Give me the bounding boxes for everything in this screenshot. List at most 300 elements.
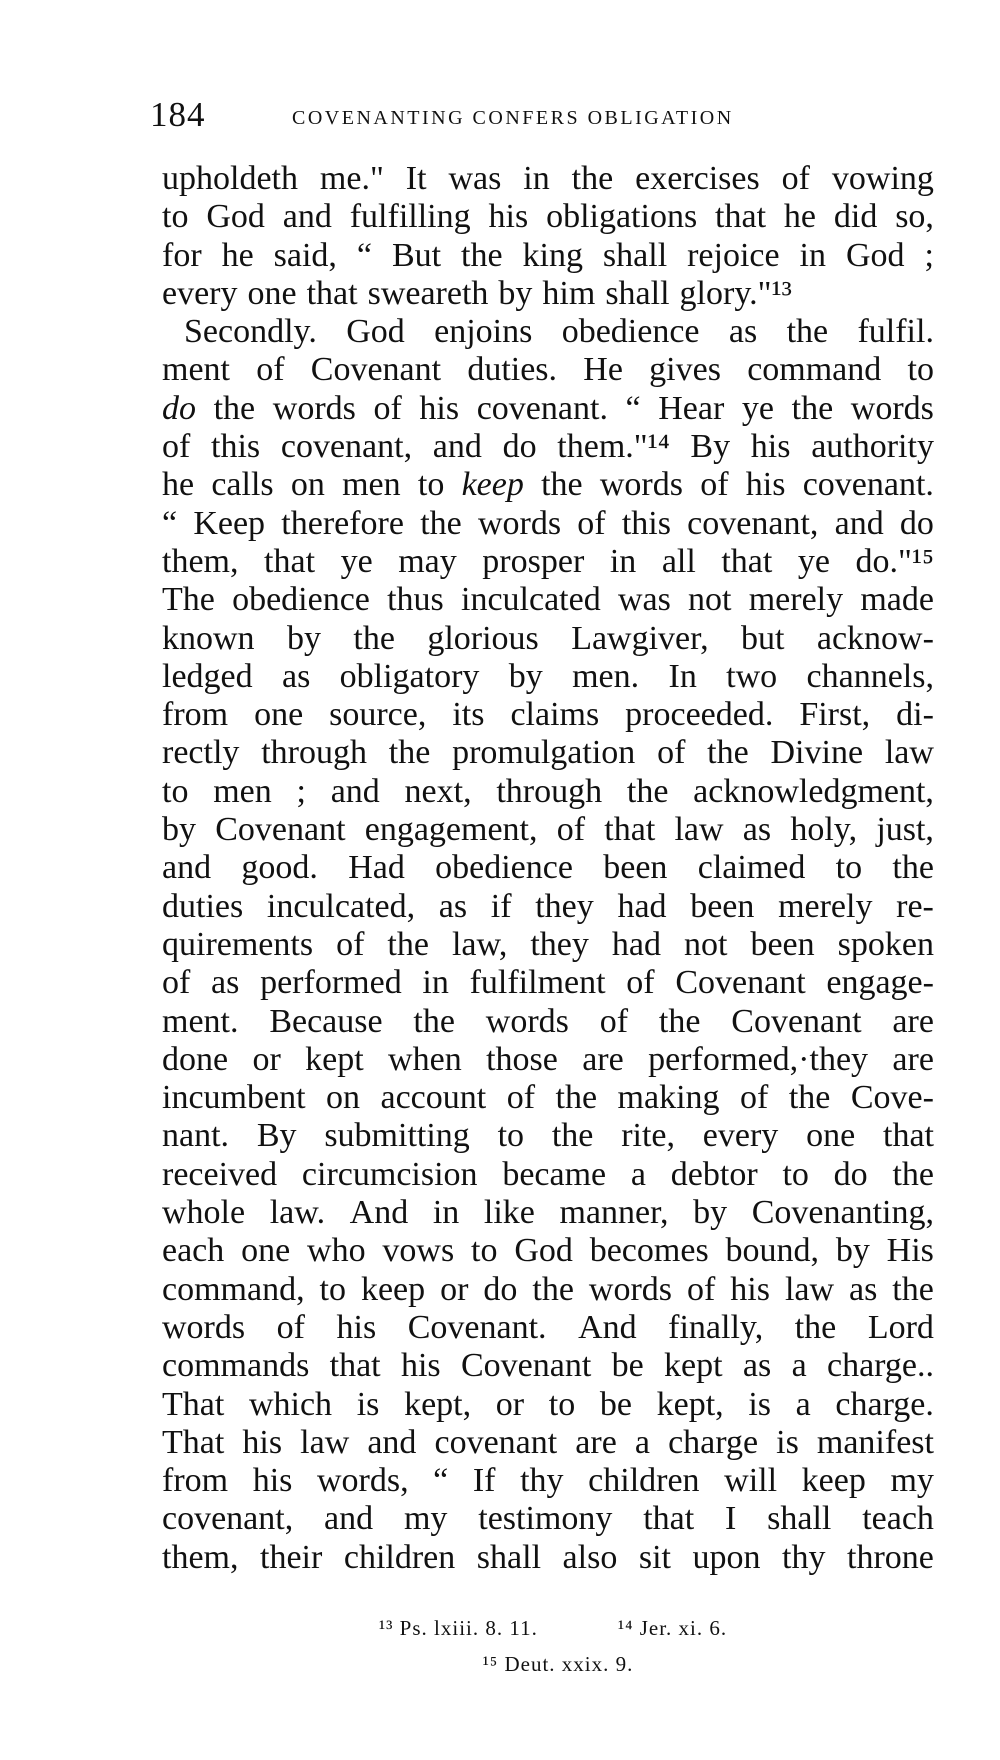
- body-text: [162, 160, 934, 1577]
- word: glorious: [427, 619, 539, 657]
- word: his: [242, 1423, 283, 1461]
- word: of: [740, 1079, 769, 1117]
- word: by: [508, 657, 543, 695]
- word: been: [750, 925, 815, 963]
- text-line: [162, 658, 934, 696]
- word: his: [745, 466, 786, 504]
- word: this: [621, 504, 671, 542]
- word: incumbent: [162, 1079, 306, 1117]
- word: di-: [896, 696, 934, 734]
- word: kept: [664, 1347, 723, 1385]
- text-line: [162, 1539, 934, 1577]
- word: And: [578, 1308, 637, 1346]
- word: of: [506, 1079, 536, 1117]
- word: in: [523, 160, 550, 197]
- word: and: [367, 1423, 417, 1461]
- text-line: [162, 390, 934, 428]
- word: thy: [782, 1538, 826, 1576]
- word: him: [542, 274, 596, 312]
- word: account: [380, 1079, 487, 1117]
- text-line: [162, 1271, 934, 1309]
- word: words: [850, 389, 934, 427]
- text-line: [162, 696, 934, 734]
- word: those: [486, 1040, 558, 1078]
- word: covenant.: [476, 389, 608, 427]
- word: debtor: [670, 1155, 758, 1193]
- word: to: [162, 198, 189, 236]
- word: as: [211, 964, 240, 1002]
- word: enjoins: [434, 313, 533, 351]
- word: covenant.: [802, 466, 934, 504]
- word: through: [496, 772, 603, 810]
- word: If: [472, 1462, 496, 1500]
- word: will: [724, 1462, 778, 1500]
- word: words: [588, 1270, 673, 1308]
- word: and: [282, 198, 332, 236]
- word: Covenant: [310, 351, 442, 389]
- word: but: [741, 619, 785, 657]
- word: are: [892, 1040, 934, 1078]
- word: their: [260, 1538, 323, 1576]
- word: obedience: [232, 581, 370, 619]
- word: obedience: [435, 849, 573, 887]
- word: them,: [162, 1538, 239, 1576]
- word: of: [700, 466, 729, 504]
- word: said,: [273, 236, 337, 274]
- word: shall: [605, 274, 670, 312]
- word: of: [577, 504, 606, 542]
- word: channels,: [806, 657, 934, 695]
- word: vows: [382, 1232, 455, 1270]
- word: as: [742, 1347, 772, 1385]
- word: who: [307, 1232, 366, 1270]
- word: becomes: [589, 1232, 709, 1270]
- word: every: [702, 1117, 779, 1155]
- text-line: [162, 160, 934, 198]
- word: them,: [162, 542, 239, 580]
- word: on: [290, 466, 325, 504]
- word: law: [884, 734, 934, 772]
- word: not: [683, 925, 728, 963]
- word: he: [162, 466, 195, 504]
- word: the: [420, 504, 462, 542]
- word: like: [483, 1194, 535, 1232]
- word: law: [784, 1270, 835, 1308]
- word: calls: [211, 466, 274, 504]
- word: Covenant: [675, 964, 806, 1002]
- word: for: [162, 236, 202, 274]
- word: may: [398, 542, 457, 580]
- word: the: [794, 1308, 837, 1346]
- word: finally,: [668, 1308, 764, 1346]
- word: the: [707, 734, 749, 772]
- word: rite,: [621, 1117, 675, 1155]
- word: of: [626, 964, 655, 1002]
- word: do."¹⁵: [855, 542, 934, 580]
- word: That: [162, 1385, 225, 1423]
- footnote-row: [162, 1646, 934, 1682]
- word: as: [728, 313, 758, 351]
- text-line: [162, 505, 934, 543]
- word: do: [833, 1155, 868, 1193]
- word: obligatory: [339, 657, 480, 695]
- word: a: [795, 1385, 811, 1423]
- word: of: [781, 160, 810, 197]
- word: sit: [638, 1538, 671, 1576]
- word: manifest: [816, 1423, 934, 1461]
- word: By: [256, 1117, 297, 1155]
- word: of: [276, 1308, 305, 1346]
- word: his: [750, 428, 791, 466]
- word: the: [571, 160, 614, 197]
- word: duties.: [467, 351, 558, 389]
- word: and: [324, 1500, 374, 1538]
- word: ;: [924, 236, 934, 274]
- word: ye: [797, 542, 830, 580]
- word: that: [306, 274, 358, 312]
- word: the: [788, 1079, 831, 1117]
- word: words,: [316, 1462, 409, 1500]
- word: received: [162, 1155, 278, 1193]
- word: are: [892, 1002, 934, 1040]
- word: fulfilling: [349, 198, 471, 236]
- word: God: [206, 198, 265, 236]
- word: making: [617, 1079, 720, 1117]
- word: of: [599, 1002, 629, 1040]
- word: throne: [847, 1538, 934, 1576]
- word: his: [400, 1347, 441, 1385]
- word: proceeded.: [625, 696, 774, 734]
- word: to: [907, 351, 934, 389]
- word: by: [835, 1232, 870, 1270]
- word: ment: [162, 351, 230, 389]
- word: to: [835, 849, 863, 887]
- word: Covenanting,: [751, 1194, 934, 1232]
- word: the: [791, 389, 834, 427]
- word: the: [892, 849, 934, 887]
- word: men: [342, 466, 401, 504]
- word: ;: [296, 772, 306, 810]
- word: been: [603, 849, 668, 887]
- word: Had: [348, 849, 405, 887]
- word: of: [657, 734, 686, 772]
- text-line: [162, 849, 934, 887]
- word: one: [806, 1117, 856, 1155]
- word: by: [162, 811, 196, 849]
- running-title: COVENANTING CONFERS OBLIGATION: [292, 107, 734, 129]
- word: and: [834, 504, 884, 542]
- word: to: [497, 1117, 525, 1155]
- word: promulgation: [452, 734, 636, 772]
- word: law,: [451, 925, 508, 963]
- word: I: [725, 1500, 737, 1538]
- word: performed: [260, 964, 402, 1002]
- word: bound,: [725, 1232, 819, 1270]
- word: the: [353, 619, 395, 657]
- word: and: [330, 772, 380, 810]
- word: prosper: [482, 542, 585, 580]
- word: keep: [801, 1462, 866, 1500]
- word: and: [162, 849, 212, 887]
- word: In: [668, 657, 697, 695]
- word: ye: [340, 542, 373, 580]
- footnote-14: ¹⁴ Jer. xi. 6.: [617, 1616, 728, 1640]
- word: the: [387, 925, 429, 963]
- word: by: [498, 274, 533, 312]
- word: do: [483, 1270, 518, 1308]
- word: It: [405, 160, 427, 197]
- text-line: [162, 964, 934, 1002]
- word: kept: [305, 1040, 364, 1078]
- word: the: [786, 313, 829, 351]
- word: when: [388, 1040, 462, 1078]
- word: been: [690, 887, 755, 925]
- word: in: [609, 542, 637, 580]
- word: covenant,: [280, 428, 413, 466]
- word: God: [845, 236, 905, 274]
- word: if: [490, 887, 512, 925]
- text-line: [162, 1347, 934, 1385]
- word: the: [532, 1270, 574, 1308]
- word: known: [162, 619, 255, 657]
- word: words: [272, 389, 356, 427]
- word: “: [625, 389, 641, 427]
- word: from: [162, 696, 229, 734]
- word: to: [319, 1270, 346, 1308]
- word: my: [403, 1500, 448, 1538]
- word: command: [747, 351, 882, 389]
- text-line: [162, 581, 934, 619]
- word: the: [892, 1155, 934, 1193]
- text-line: [162, 237, 934, 275]
- word: law.: [269, 1194, 326, 1232]
- word: law: [300, 1423, 350, 1461]
- word: commands: [162, 1347, 310, 1385]
- word: me.": [319, 160, 384, 197]
- word: on: [326, 1079, 361, 1117]
- word: Covenant: [731, 1002, 862, 1040]
- word: rejoice: [687, 236, 780, 274]
- word: in: [799, 236, 826, 274]
- word: as: [281, 657, 311, 695]
- word: merely: [748, 581, 844, 619]
- word: But: [391, 236, 442, 274]
- word: do: [899, 504, 934, 542]
- word: words: [485, 1002, 569, 1040]
- word: thy: [520, 1462, 564, 1500]
- text-line: [162, 811, 934, 849]
- word: his: [336, 1308, 377, 1346]
- word: the: [541, 466, 583, 504]
- text-line: [162, 773, 934, 811]
- word: therefore: [281, 504, 404, 542]
- word: re-: [896, 887, 934, 925]
- word: upon: [692, 1538, 761, 1576]
- word: a: [791, 1347, 807, 1385]
- word: the: [555, 1079, 598, 1117]
- word: his: [730, 1270, 770, 1308]
- word: Covenant.: [407, 1308, 547, 1346]
- word: children: [588, 1462, 700, 1500]
- text-line: [162, 313, 934, 351]
- word: as: [742, 811, 772, 849]
- word: one: [254, 696, 304, 734]
- word: manner,: [559, 1194, 669, 1232]
- word: holy,: [790, 811, 858, 849]
- word: as: [438, 887, 468, 925]
- footnote-13: ¹³ Ps. lxiii. 8. 11.: [378, 1616, 538, 1640]
- word: teach: [862, 1500, 934, 1538]
- word: of: [256, 351, 285, 389]
- word: fulfil.: [857, 313, 934, 351]
- text-line: [162, 1309, 934, 1347]
- text-line: [162, 466, 934, 504]
- word: Covenant: [215, 811, 346, 849]
- word: upholdeth: [162, 160, 298, 197]
- word: they: [530, 925, 589, 963]
- word: not: [688, 581, 732, 619]
- word: merely: [778, 887, 873, 925]
- word: quirements: [162, 925, 314, 963]
- word: by: [286, 619, 321, 657]
- word: whole: [162, 1194, 246, 1232]
- text-line: [162, 1117, 934, 1155]
- word: as: [849, 1270, 878, 1308]
- word: claims: [510, 696, 600, 734]
- word: to: [417, 466, 445, 504]
- word: charge: [668, 1423, 759, 1461]
- word: keep: [360, 1270, 426, 1308]
- text-line: [162, 1500, 934, 1538]
- word: his: [419, 389, 460, 427]
- word: had: [617, 887, 667, 925]
- text-line: [162, 1003, 934, 1041]
- text-line: [162, 1462, 934, 1500]
- text-line: [162, 1194, 934, 1232]
- word: children: [343, 1538, 456, 1576]
- word: law: [674, 811, 724, 849]
- text-line: [162, 1041, 934, 1079]
- word: the: [461, 236, 503, 274]
- word: is: [356, 1385, 380, 1423]
- word: obedience: [561, 313, 700, 351]
- word: that: [329, 1347, 381, 1385]
- word: which: [248, 1385, 333, 1423]
- word: command,: [162, 1270, 305, 1308]
- word: fulfilment: [469, 964, 606, 1002]
- word: a: [630, 1155, 647, 1193]
- word: sweareth: [367, 274, 489, 312]
- word: Secondly.: [184, 313, 317, 351]
- word: Divine: [770, 734, 864, 772]
- word: keep: [461, 466, 524, 504]
- word: Covenant: [460, 1347, 592, 1385]
- text-line: [162, 543, 934, 581]
- running-header: [150, 95, 850, 139]
- word: was: [617, 581, 671, 619]
- word: exercises: [635, 160, 760, 197]
- word: glory."¹³: [679, 274, 792, 312]
- word: be: [599, 1385, 632, 1423]
- word: was: [448, 160, 502, 197]
- word: acknow-: [816, 619, 934, 657]
- word: “: [433, 1462, 449, 1500]
- word: to: [471, 1232, 498, 1270]
- word: God: [346, 313, 405, 351]
- word: that: [883, 1117, 934, 1155]
- word: its: [452, 696, 485, 734]
- word: the: [658, 1002, 701, 1040]
- text-line: [162, 1424, 934, 1462]
- word: His: [886, 1232, 934, 1270]
- word: God: [514, 1232, 573, 1270]
- word: inculcated: [461, 581, 601, 619]
- word: duties: [162, 887, 244, 925]
- word: obligations: [546, 198, 698, 236]
- word: in: [422, 964, 449, 1002]
- word: from: [162, 1462, 229, 1500]
- footnote-15: ¹⁵ Deut. xxix. 9.: [482, 1652, 634, 1676]
- word: through: [261, 734, 367, 772]
- word: just,: [876, 811, 934, 849]
- word: one: [241, 1232, 291, 1270]
- word: one: [247, 274, 297, 312]
- word: every: [162, 274, 238, 312]
- word: the: [626, 772, 669, 810]
- word: submitting: [324, 1117, 470, 1155]
- word: men.: [572, 657, 640, 695]
- word: words: [599, 466, 683, 504]
- word: ye: [741, 389, 775, 427]
- word: circumcision: [301, 1155, 478, 1193]
- word: they: [535, 887, 594, 925]
- word: Lord: [867, 1308, 934, 1346]
- word: thus: [387, 581, 444, 619]
- word: to: [548, 1385, 576, 1423]
- word: and: [432, 428, 482, 466]
- word: are: [575, 1423, 617, 1461]
- word: spoken: [837, 925, 934, 963]
- word: of: [162, 964, 191, 1002]
- word: two: [726, 657, 778, 695]
- word: did: [833, 198, 878, 236]
- word: nant.: [162, 1117, 230, 1155]
- word: He: [583, 351, 623, 389]
- word: covenant,: [162, 1500, 294, 1538]
- word: claimed: [697, 849, 806, 887]
- text-line: [162, 428, 934, 466]
- word: them."¹⁴: [557, 428, 670, 466]
- word: Hear: [658, 389, 725, 427]
- word: gives: [649, 351, 721, 389]
- word: performed,·they: [648, 1040, 869, 1078]
- word: vowing: [831, 160, 934, 197]
- word: kept,: [656, 1385, 724, 1423]
- word: had: [611, 925, 661, 963]
- word: king: [522, 236, 583, 274]
- word: is: [776, 1423, 799, 1461]
- word: are: [582, 1040, 624, 1078]
- word: that: [604, 811, 656, 849]
- word: shall: [767, 1500, 832, 1538]
- word: source,: [329, 696, 427, 734]
- word: Keep: [193, 504, 266, 542]
- word: rectly: [162, 734, 240, 772]
- word: the: [213, 389, 256, 427]
- word: shall: [476, 1538, 542, 1576]
- word: that: [264, 542, 316, 580]
- word: or: [495, 1385, 525, 1423]
